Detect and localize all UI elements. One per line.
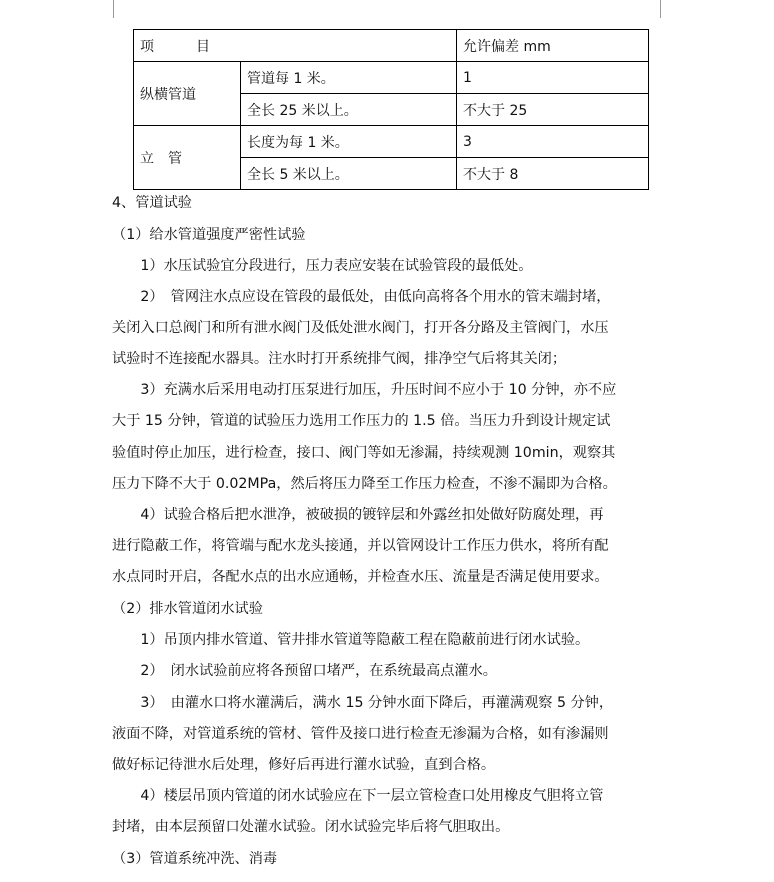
header-tolerance: 允许偏差 mm (457, 30, 649, 62)
text-line: 封堵，由本层预留口处灌水试验。闭水试验完毕后将气胆取出。 (112, 819, 510, 835)
crop-mark-right (660, 0, 661, 18)
table-cell-tolerance: 1 (457, 62, 649, 94)
subsection-heading: （1）给水管道强度严密性试验 (112, 227, 306, 243)
section-heading: 4、管道试验 (112, 195, 192, 211)
table-cell-spec: 全长 5 米以上。 (241, 158, 457, 190)
text-line: 2） 闭水试验前应将各预留口堵严，在系统最高点灌水。 (112, 663, 497, 679)
subsection-heading: （3）管道系统冲洗、消毒 (112, 851, 278, 867)
table-cell-tolerance: 3 (457, 126, 649, 158)
crop-mark-left (113, 0, 114, 18)
header-item: 项 目 (134, 30, 457, 62)
text-line: 水点同时开启，各配水点的出水应通畅，并检查水压、流量是否满足使用要求。 (112, 569, 609, 585)
table-cell-spec: 长度为每 1 米。 (241, 126, 457, 158)
group-label: 立 管 (134, 126, 241, 190)
text-line: 1）吊顶内排水管道、管井排水管道等隐蔽工程在隐蔽前进行闭水试验。 (112, 632, 590, 648)
text-line: 做好标记待泄水后处理，修好后再进行灌水试验，直到合格。 (112, 757, 496, 773)
text-line: 关闭入口总阀门和所有泄水阀门及低处泄水阀门，打开各分路及主管阀门，水压 (112, 320, 609, 336)
text-line: 4）楼层吊顶内管道的闭水试验应在下一层立管检查口处用橡皮气胆将立管 (112, 788, 604, 804)
table-cell-spec: 管道每 1 米。 (241, 62, 457, 94)
text-line: 4）试验合格后把水泄净，被破损的镀锌层和外露丝扣处做好防腐处理，再 (112, 507, 604, 523)
tolerance-table (133, 29, 649, 190)
table-cell-tolerance: 不大于 8 (457, 158, 649, 190)
table-row (134, 62, 649, 94)
text-line: 2） 管网注水点应设在管段的最低处，由低向高将各个用水的管末端封堵， (112, 289, 611, 305)
text-line: 大于 15 分钟，管道的试验压力选用工作压力的 1.5 倍。当压力升到设计规定试 (112, 413, 611, 429)
text-line: 进行隐蔽工作，将管端与配水龙头接通，并以管网设计工作压力供水，将所有配 (112, 538, 609, 554)
text-line: 试验时不连接配水器具。注水时打开系统排气阀，排净空气后将其关闭； (112, 351, 567, 367)
text-line: 3） 由灌水口将水灌满后，满水 15 分钟水面下降后，再灌满观察 5 分钟， (112, 695, 614, 711)
text-line: 1）水压试验宜分段进行，压力表应安装在试验管段的最低处。 (112, 258, 533, 274)
text-line: 验值时停止加压，进行检查，接口、阀门等如无渗漏，持续观测 10min，观察其 (112, 445, 616, 461)
text-line: 压力下降不大于 0.02MPa，然后将压力降至工作压力检查，不渗不漏即为合格。 (112, 476, 617, 492)
group-label: 纵横管道 (134, 62, 241, 126)
table-row (134, 126, 649, 158)
table-cell-spec: 全长 25 米以上。 (241, 94, 457, 126)
table-header-row (134, 30, 649, 62)
text-line: 液面不降，对管道系统的管材、管件及接口进行检查无渗漏为合格，如有渗漏则 (112, 726, 609, 742)
table-cell-tolerance: 不大于 25 (457, 94, 649, 126)
text-line: 3）充满水后采用电动打压泵进行加压，升压时间不应小于 10 分钟，亦不应 (112, 382, 617, 398)
subsection-heading: （2）排水管道闭水试验 (112, 601, 263, 617)
